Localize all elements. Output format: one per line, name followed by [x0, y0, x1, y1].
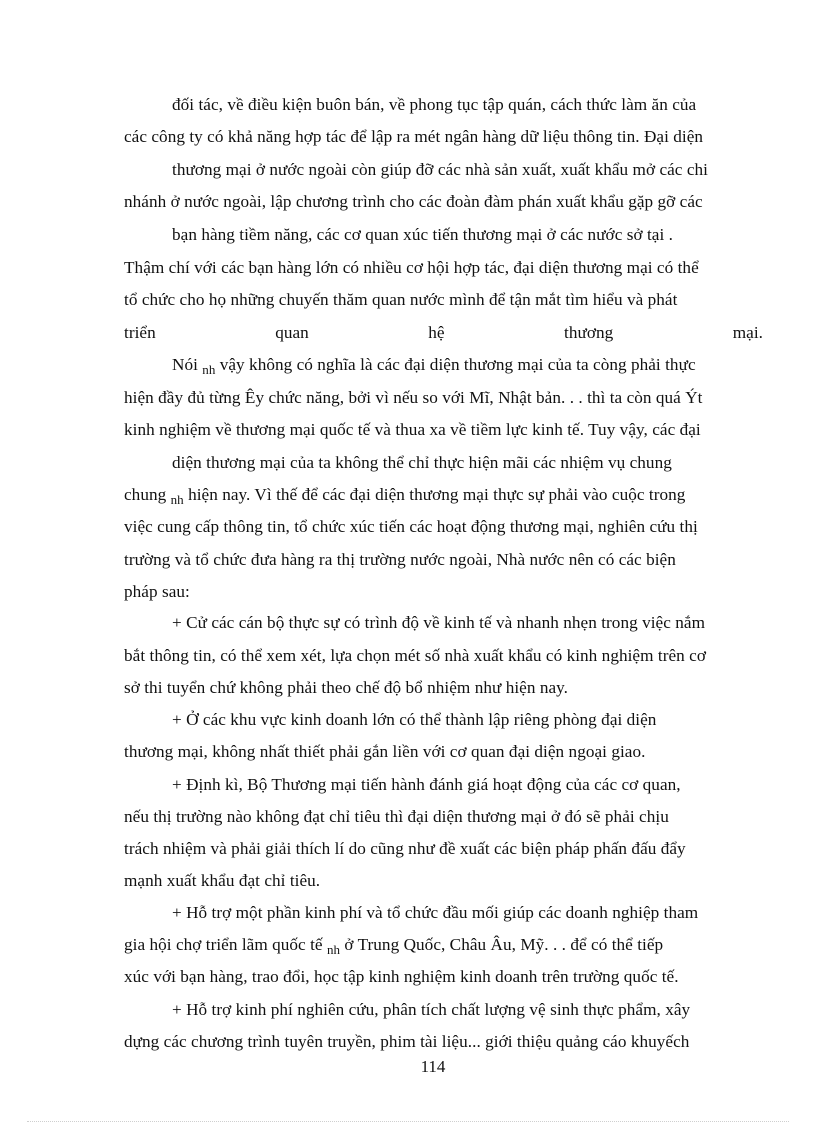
- text-line: các công ty có khả năng hợp tác để lập ra mét ngân hàng dữ liệu thông tin. Đại diện: [124, 127, 704, 146]
- word: mại.: [732, 323, 763, 342]
- subscript-fragment: nh: [326, 942, 341, 957]
- text-line: Thậm chí với các bạn hàng lớn có nhiều cơ hội hợp tác, đại diện thương mại có thể: [124, 258, 699, 277]
- text-line: diện thương mại của ta không thể chỉ thực hiện mãi các nhiệm vụ chung: [172, 453, 672, 472]
- word: quan: [275, 323, 309, 342]
- page-bottom-divider: [27, 1121, 789, 1122]
- page-number: 114: [420, 1057, 446, 1076]
- text-line: dựng các chương trình tuyên truyền, phim tài liệu... giới thiệu quảng cáo khuyếch: [124, 1032, 690, 1051]
- text-line: nhánh ở nước ngoài, lập chương trình cho các đoàn đàm phán xuất khẩu gặp gỡ các: [124, 192, 703, 211]
- text-line: + Ở các khu vực kinh doanh lớn có thể thành lập riêng phòng đại diện: [172, 710, 657, 729]
- text-line: + Định kì, Bộ Thương mại tiến hành đánh giá hoạt động của các cơ quan,: [172, 775, 681, 794]
- text-line: + Hỗ trợ kinh phí nghiên cứu, phân tích chất lượng vệ sinh thực phẩm, xây: [172, 1000, 691, 1019]
- text-line: thương mại, không nhất thiết phải gắn liền với cơ quan đại diện ngoại giao.: [124, 742, 646, 761]
- word: hệ: [428, 323, 445, 342]
- text-line: + Hỗ trợ một phần kinh phí và tổ chức đầu mối giúp các doanh nghiệp tham: [172, 903, 699, 922]
- text-line: nếu thị trường nào không đạt chỉ tiêu thì đại diện thương mại ở đó sẽ phải chịu: [124, 807, 669, 826]
- text-line: gia hội chợ triển lãm quốc tế $_{nh}$ ở Trung Quốc, Châu Âu, Mỹ. . . để có thể tiếp: [124, 935, 664, 957]
- word: triển: [124, 323, 156, 342]
- text-line: pháp sau:: [124, 582, 190, 601]
- text-line: đối tác, về điều kiện buôn bán, về phong tục tập quán, cách thức làm ăn của: [172, 95, 697, 114]
- text-line: Nói $_{nh}$ vậy không có nghĩa là các đại diện thương mại của ta còng phải thực: [172, 355, 696, 377]
- subscript-fragment: nh: [170, 492, 184, 507]
- text-line: trường và tổ chức đưa hàng ra thị trường nước ngoài, Nhà nước nên có các biện: [124, 550, 676, 569]
- text-line: việc cung cấp thông tin, tổ chức xúc tiến các hoạt động thương mại, nghiên cứu thị: [124, 517, 698, 536]
- text-line: chung $_{nh}$ hiện nay. Vì thế để các đại diện thương mại thực sự phải vào cuộc trong: [124, 485, 686, 507]
- text-line: kinh nghiệm về thương mại quốc tế và thua xa về tiềm lực kinh tế. Tuy vậy, các đại: [124, 420, 701, 439]
- text-line: + Cử các cán bộ thực sự có trình độ về kinh tế và nhanh nhẹn trong việc nắm: [172, 613, 705, 632]
- text-line: bạn hàng tiềm năng, các cơ quan xúc tiến thương mại ở các nước sở tại .: [172, 225, 673, 244]
- text-line: trách nhiệm và phải giải thích lí do cũng như đề xuất các biện pháp phấn đấu đẩy: [124, 839, 686, 858]
- subscript-fragment: nh: [202, 362, 216, 377]
- text-line: xúc với bạn hàng, trao đổi, học tập kinh nghiệm kinh doanh trên trường quốc tế.: [124, 967, 679, 986]
- text-line: tổ chức cho họ những chuyến thăm quan nước mình để tận mắt tìm hiểu và phát: [124, 290, 678, 309]
- text-line: [124, 322, 763, 344]
- text-line: sở thi tuyển chứ không phải theo chế độ bổ nhiệm như hiện nay.: [124, 678, 569, 697]
- text-line: thương mại ở nước ngoài còn giúp đỡ các nhà sản xuất, xuất khẩu mở các chi: [172, 160, 708, 179]
- text-line: mạnh xuất khẩu đạt chỉ tiêu.: [124, 871, 321, 890]
- word: thương: [564, 323, 614, 342]
- text-line: hiện đầy đủ từng Êy chức năng, bởi vì nếu so với Mĩ, Nhật bản. . . thì ta còn quá Ýt: [124, 388, 703, 407]
- text-line: bắt thông tin, có thể xem xét, lựa chọn mét số nhà xuất khẩu có kinh nghiệm trên cơ: [124, 646, 706, 665]
